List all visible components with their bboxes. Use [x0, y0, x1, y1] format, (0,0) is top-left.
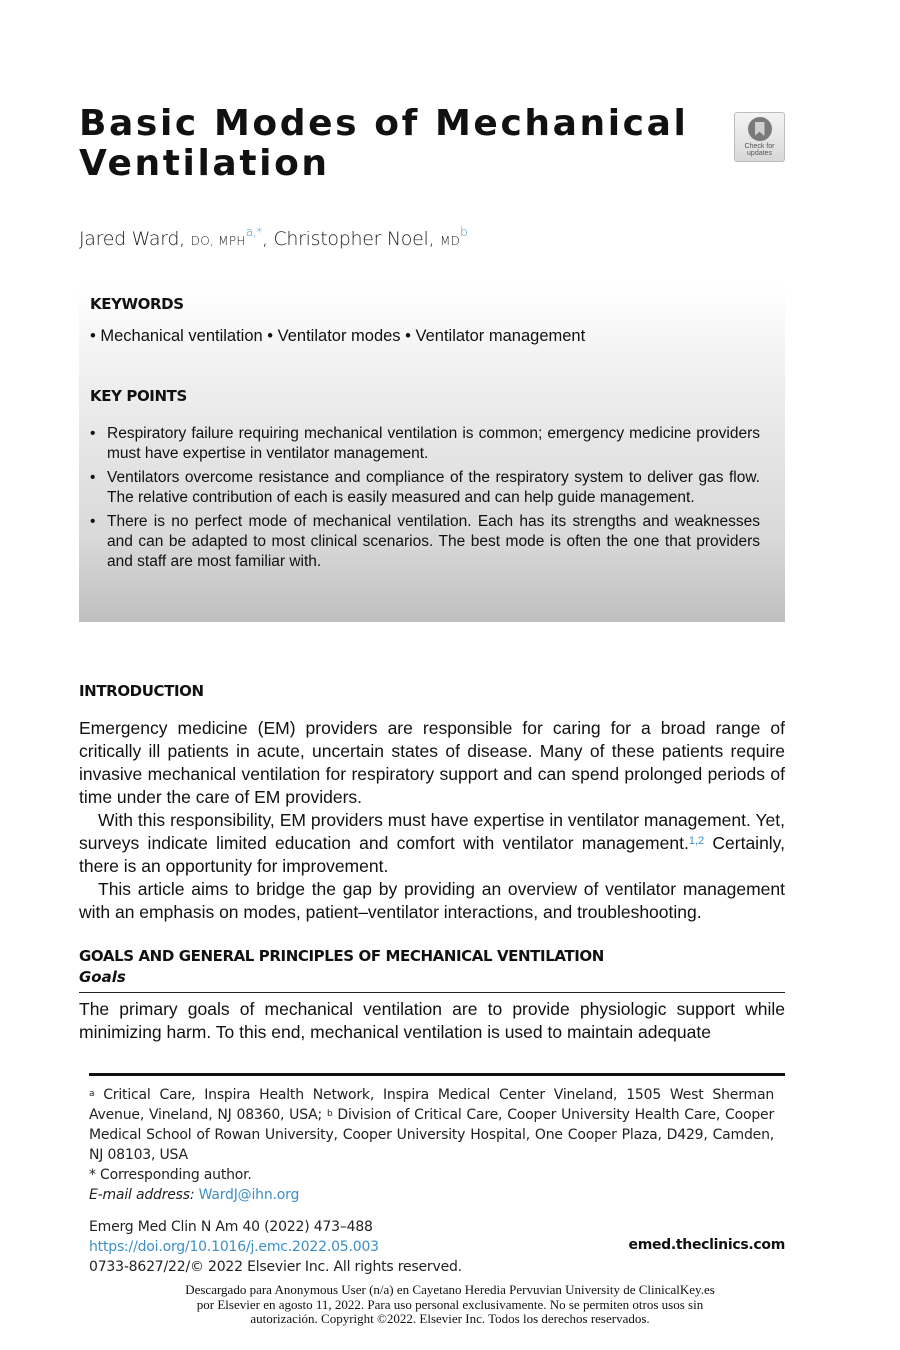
goals-section-heading: GOALS AND GENERAL PRINCIPLES OF MECHANICAL VENTILATION: [79, 947, 604, 965]
intro-paragraph-1: Emergency medicine (EM) providers are responsible for caring for a broad range of critically ill patients in acute, uncertain states of disease. Many of these patients require invasive mechanical ventilation for respiratory support and can spend prolonged periods of time under the care of EM providers.: [79, 718, 785, 807]
author-name: , Christopher Noel,: [261, 228, 440, 250]
journal-site: emed.theclinics.com: [628, 1237, 785, 1253]
doi-link[interactable]: https://doi.org/10.1016/j.emc.2022.05.003: [89, 1239, 379, 1255]
intro-paragraph-2: [79, 809, 785, 878]
keypoint-item: • Respiratory failure requiring mechanical ventilation is common; emergency medicine providers must have expertise in ventilator management.: [90, 424, 760, 464]
reference-link[interactable]: 1,2: [688, 835, 705, 847]
badge-label-2: updates: [747, 150, 772, 157]
email-link[interactable]: WardJ@ihn.org: [198, 1187, 300, 1203]
keypoints-list: [90, 424, 760, 576]
keywords-list: • Mechanical ventilation • Ventilator modes • Ventilator management: [90, 327, 586, 345]
introduction-body: [79, 717, 785, 924]
title-line-2: Ventilation: [79, 143, 330, 184]
download-notice: Descargado para Anonymous User (n/a) en Cayetano Heredia Pervuvian University de ClinicalKey.es por Elsevier en agosto 11, 2022. Para uso personal exclusivamente. No se permiten otros usos sin autorización. Copyright ©2022. Elsevier Inc. Todos los derechos reservados.: [185, 1282, 715, 1326]
email-label: E-mail address:: [89, 1187, 199, 1203]
affiliation-link[interactable]: a,*: [245, 225, 262, 239]
keypoint-item: • Ventilators overcome resistance and compliance of the respiratory system to deliver gas flow. The relative contribution of each is easily measured and can help guide management.: [90, 468, 760, 508]
corresponding-author: * Corresponding author.: [89, 1167, 252, 1183]
author-degrees: MD: [439, 234, 461, 248]
affiliation-link[interactable]: b: [460, 225, 468, 239]
check-for-updates-label: [745, 143, 775, 157]
intro-paragraph-3: This article aims to bridge the gap by providing an overview of ventilator management with an emphasis on modes, patient–ventilator interactions, and troubleshooting.: [79, 879, 785, 922]
keywords-keypoints-box: [79, 283, 785, 622]
footnote-divider: [89, 1073, 785, 1076]
goals-body: [79, 998, 785, 1044]
citation-block: [89, 1217, 462, 1277]
check-for-updates-button[interactable]: [734, 112, 785, 162]
affiliations: [89, 1085, 774, 1165]
author-list: [79, 225, 468, 250]
keywords-heading: KEYWORDS: [90, 295, 184, 313]
article-title: [79, 104, 719, 184]
goals-subheading: Goals: [79, 968, 126, 986]
affil-b-text: Division of Critical Care, Cooper University Health Care, Cooper Medical School of Rowan University, Cooper University Hospital, One Cooper Plaza, D429, Camden, NJ 08103, USA: [89, 1107, 774, 1163]
author-name: Jared Ward,: [79, 228, 191, 250]
keypoint-item: • There is no perfect mode of mechanical ventilation. Each has its strengths and weaknesses and can be adapted to most clinical scenarios. The best mode is often the one that providers and staff are most familiar with.: [90, 512, 760, 572]
copyright-line: 0733-8627/22/© 2022 Elsevier Inc. All rights reserved.: [89, 1259, 462, 1275]
affil-a-text: Critical Care, Inspira Health Network, Inspira Medical Center Vineland, 1505 West Sherman Avenue, Vineland, NJ 08360, USA;: [89, 1087, 774, 1123]
affil-mark-b: b: [326, 1109, 333, 1119]
affil-mark-a: a: [89, 1089, 95, 1099]
introduction-heading: INTRODUCTION: [79, 682, 204, 700]
check-for-updates-icon: [748, 117, 772, 141]
intro-p2-text: With this responsibility, EM providers must have expertise in ventilator management. Yet, surveys indicate limited education and comfort with ventilator management.: [79, 810, 785, 853]
section-divider: [79, 992, 785, 993]
goals-paragraph-1: The primary goals of mechanical ventilation are to provide physiologic support while minimizing harm. To this end, mechanical ventilation is used to maintain adequate: [79, 999, 785, 1042]
affiliation-footnotes: [89, 1085, 774, 1205]
journal-citation: Emerg Med Clin N Am 40 (2022) 473–488: [89, 1219, 373, 1235]
author-degrees: DO, MPH: [190, 234, 246, 248]
email-line: [89, 1185, 774, 1205]
title-line-1: Basic Modes of Mechanical: [79, 103, 689, 144]
badge-label-1: Check for: [744, 143, 775, 150]
intro-p2-text-end: Certainly, there is an opportunity for improvement.: [79, 833, 785, 876]
keypoints-heading: KEY POINTS: [90, 387, 187, 405]
